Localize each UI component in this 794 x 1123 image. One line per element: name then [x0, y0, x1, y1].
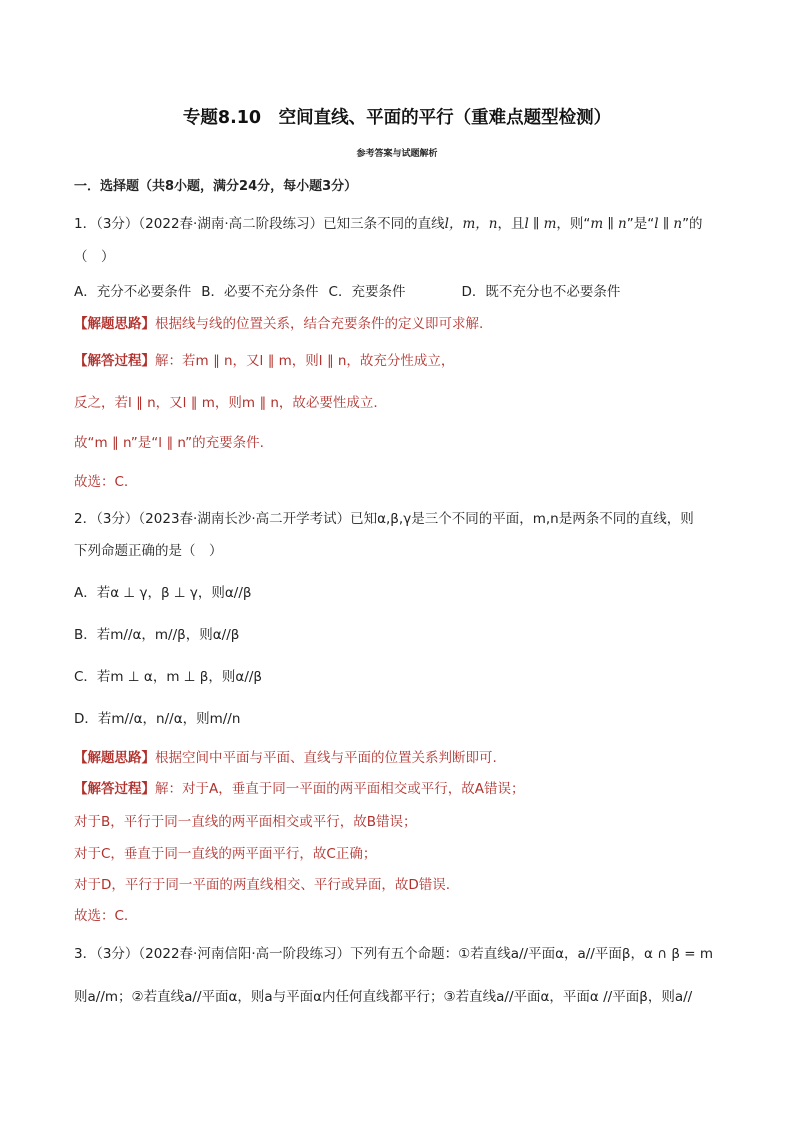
q2-process-1 — [74, 780, 524, 798]
q1-then: ，则“ — [556, 216, 591, 232]
q3-stem-2: 则a//m；②若直线a//平面α，则a与平面α内任何直线都平行；③若直线a//平面α，平面α //平面β，则a// — [74, 989, 693, 1005]
q2-stem-1: 2．（3分）（2023春·湖南长沙·高二开学考试）已知α,β,γ是三个不同的平面，m,n是两条不同的直线，则 — [74, 511, 694, 527]
q1-p: m ∥ n — [590, 216, 627, 232]
q1-condition: l ∥ m — [524, 216, 557, 232]
q1-q: l ∥ n — [654, 216, 683, 232]
q1-mid: ，且 — [497, 216, 525, 232]
q1-idea-text: 根据线与线的位置关系，结合充要条件的定义即可求解. — [155, 316, 484, 332]
q1-paren: （ ） — [74, 249, 115, 265]
page-subtitle: 参考答案与试题解析 — [356, 149, 438, 159]
q1-option-d: D．既不充分也不必要条件 — [461, 284, 621, 300]
q1-stem — [74, 215, 703, 233]
q2-idea-tag: 【解题思路】 — [74, 750, 155, 766]
q1-idea — [74, 315, 483, 333]
q2-process-3: 对于C，垂直于同一直线的两平面平行，故C正确； — [74, 846, 377, 862]
q2-option-c: C．若m ⊥ α，m ⊥ β，则α//β — [74, 669, 263, 685]
q1-idea-tag: 【解题思路】 — [74, 316, 155, 332]
q1-answer: 故选：C. — [74, 474, 129, 490]
q1-process-tag: 【解答过程】 — [74, 353, 155, 369]
q2-option-d: D．若m//α，n//α，则m//n — [74, 711, 241, 727]
q2-process-4: 对于D，平行于同一平面的两直线相交、平行或异面，故D错误. — [74, 877, 451, 893]
q3-stem-1: 3．（3分）（2022春·河南信阳·高一阶段练习）下列有五个命题：①若直线a//平面α，a//平面β，α ∩ β = m — [74, 946, 713, 962]
q2-process-2: 对于B，平行于同一直线的两平面相交或平行，故B错误； — [74, 814, 417, 830]
q1-option-c: C．充要条件 — [328, 284, 406, 300]
q2-process-tag: 【解答过程】 — [74, 781, 155, 797]
q1-option-b: B．必要不充分条件 — [201, 284, 319, 300]
q2-idea-text: 根据空间中平面与平面、直线与平面的位置关系判断即可. — [155, 750, 497, 766]
q1-options — [74, 283, 620, 301]
q2-stem-2: 下列命题正确的是（ ） — [74, 543, 223, 559]
q2-idea — [74, 749, 497, 767]
q1-vars: l，m，n — [444, 216, 498, 232]
q1-de: ”的 — [682, 216, 703, 232]
q1-process-1 — [74, 352, 454, 370]
q2-option-a: A．若α ⊥ γ，β ⊥ γ，则α//β — [74, 585, 252, 601]
q1-process-2: 反之，若l ∥ n，又l ∥ m，则m ∥ n，故必要性成立. — [74, 395, 378, 411]
q1-process-text-1: 解：若m ∥ n，又l ∥ m，则l ∥ n，故充分性成立， — [155, 353, 455, 369]
q1-process-3: 故“m ∥ n”是“l ∥ n”的充要条件. — [74, 435, 264, 451]
q1-stem-text: 1．（3分）（2022春·湖南·高二阶段练习）已知三条不同的直线 — [74, 216, 445, 232]
q1-option-a: A．充分不必要条件 — [74, 284, 192, 300]
q2-process-text-1: 解：对于A，垂直于同一平面的两平面相交或平行，故A错误； — [155, 781, 525, 797]
q2-option-b: B．若m//α，m//β，则α//β — [74, 627, 240, 643]
q2-answer: 故选：C. — [74, 908, 129, 924]
page-title: 专题8.10 空间直线、平面的平行（重难点题型检测） — [182, 108, 612, 128]
q1-is: ”是“ — [626, 216, 655, 232]
section-heading: 一．选择题（共8小题，满分24分，每小题3分） — [74, 179, 358, 194]
